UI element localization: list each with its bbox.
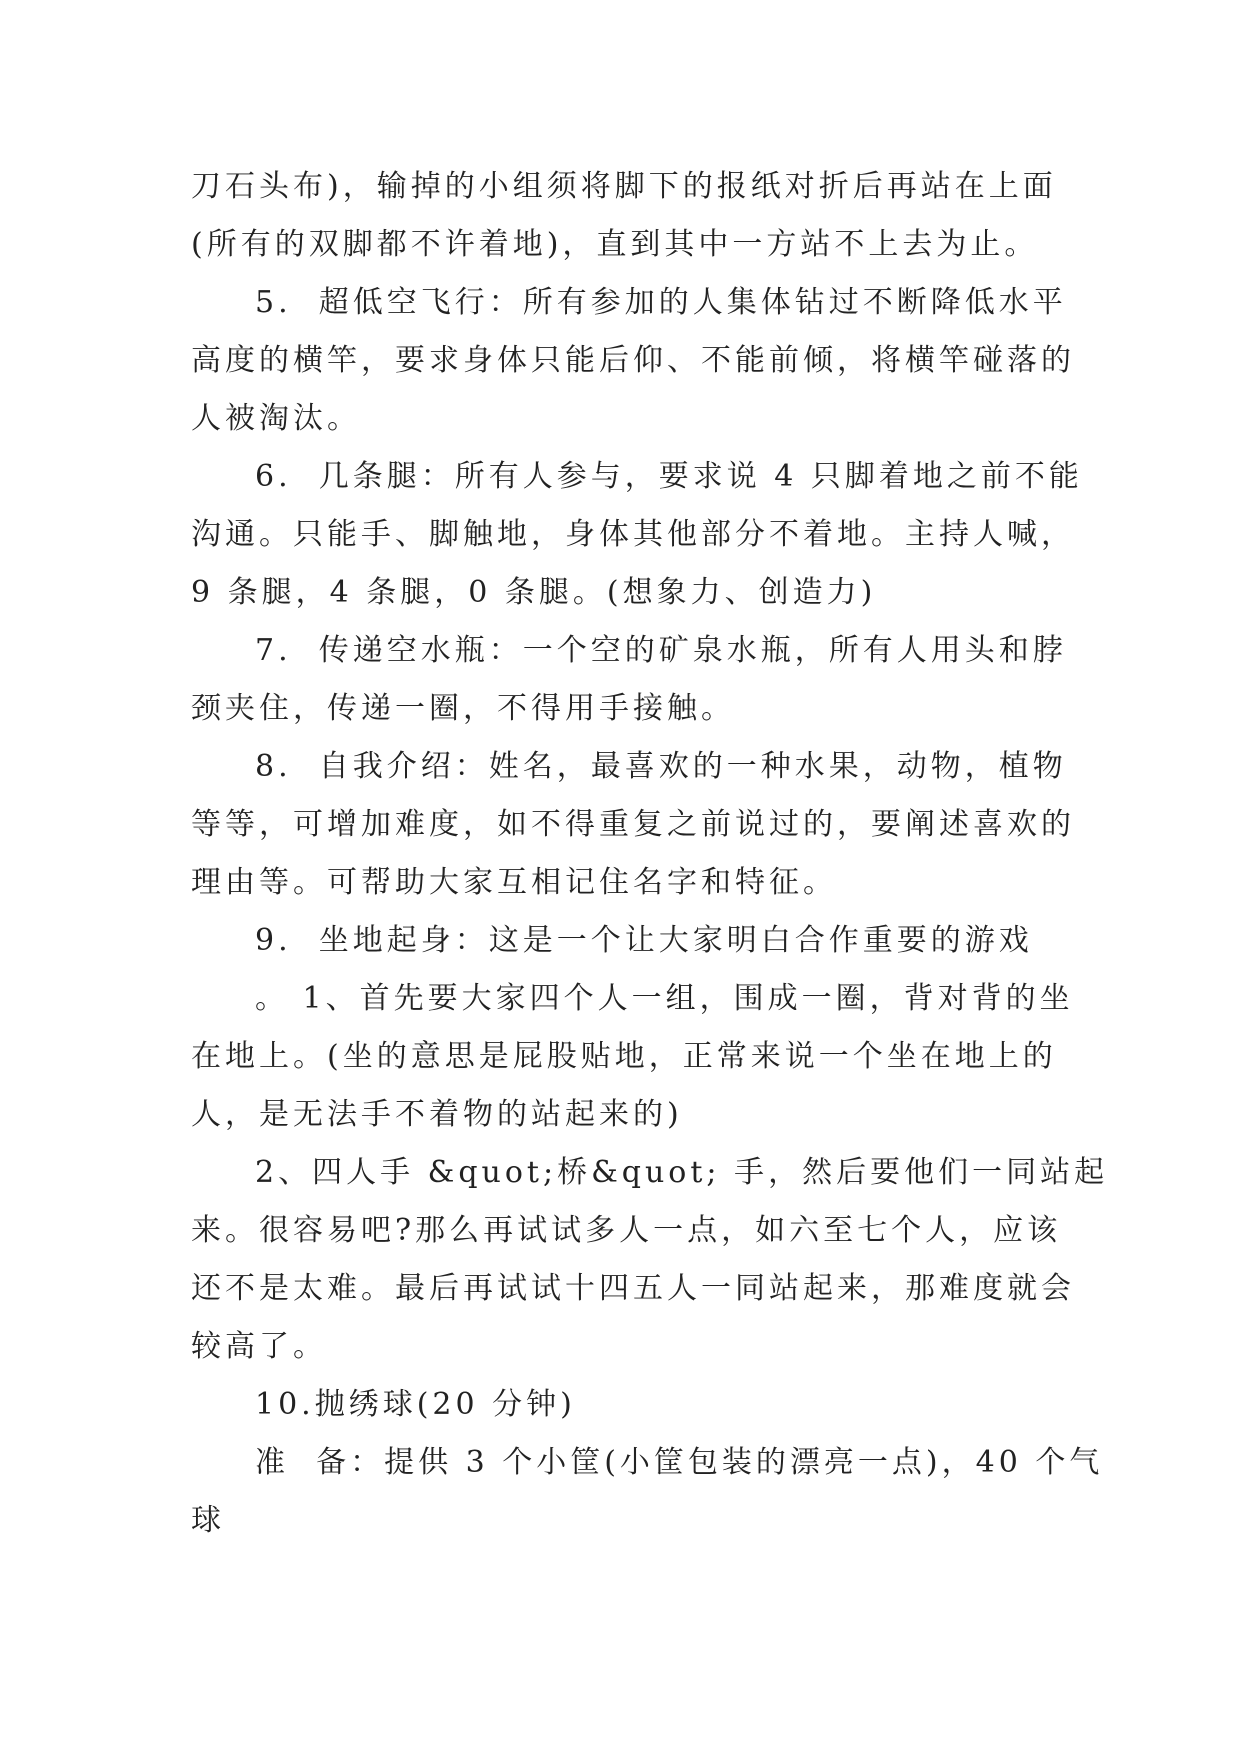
- text-line: 等等，可增加难度，如不得重复之前说过的，要阐述喜欢的: [191, 807, 1075, 842]
- text-line: 人，是无法手不着物的站起来的): [191, 1097, 683, 1132]
- text-line: 10.抛绣球(20 分钟): [255, 1387, 576, 1422]
- text-line: 在地上。(坐的意思是屁股贴地，正常来说一个坐在地上的: [191, 1039, 1057, 1074]
- text-line: 准 备：提供 3 个小筐(小筐包装的漂亮一点)，40 个气: [255, 1445, 1104, 1480]
- text-line: 8. 自我介绍：姓名，最喜欢的一种水果，动物，植物: [255, 749, 1067, 784]
- text-line: 人被淘汰。: [191, 401, 361, 436]
- text-line: 还不是太难。最后再试试十四五人一同站起来，那难度就会: [191, 1271, 1075, 1306]
- text-line: 球: [191, 1503, 225, 1538]
- text-line: 沟通。只能手、脚触地，身体其他部分不着地。主持人喊，: [191, 517, 1075, 552]
- text-line: 9 条腿，4 条腿，0 条腿。(想象力、创造力): [191, 575, 877, 610]
- text-line: 7. 传递空水瓶：一个空的矿泉水瓶，所有人用头和脖: [255, 633, 1067, 668]
- text-line: 颈夹住，传递一圈，不得用手接触。: [191, 691, 735, 726]
- text-line: 高度的横竿，要求身体只能后仰、不能前倾，将横竿碰落的: [191, 343, 1075, 378]
- text-line: 刀石头布)，输掉的小组须将脚下的报纸对折后再站在上面: [191, 169, 1057, 204]
- text-line: 来。很容易吧?那么再试试多人一点，如六至七个人，应该: [191, 1213, 1062, 1248]
- text-line: 较高了。: [191, 1329, 327, 1364]
- text-line: 。 1、首先要大家四个人一组，围成一圈，背对背的坐: [255, 981, 1074, 1016]
- text-line: 5. 超低空飞行：所有参加的人集体钻过不断降低水平: [255, 285, 1067, 320]
- text-line: 9. 坐地起身：这是一个让大家明白合作重要的游戏: [255, 923, 1033, 958]
- body-text: [191, 158, 1109, 1550]
- text-line: 理由等。可帮助大家互相记住名字和特征。: [191, 865, 837, 900]
- text-line: (所有的双脚都不许着地)，直到其中一方站不上去为止。: [191, 227, 1039, 262]
- text-line: 2、四人手 &quot;桥&quot; 手，然后要他们一同站起: [255, 1155, 1109, 1190]
- text-line: 6. 几条腿：所有人参与，要求说 4 只脚着地之前不能: [255, 459, 1083, 494]
